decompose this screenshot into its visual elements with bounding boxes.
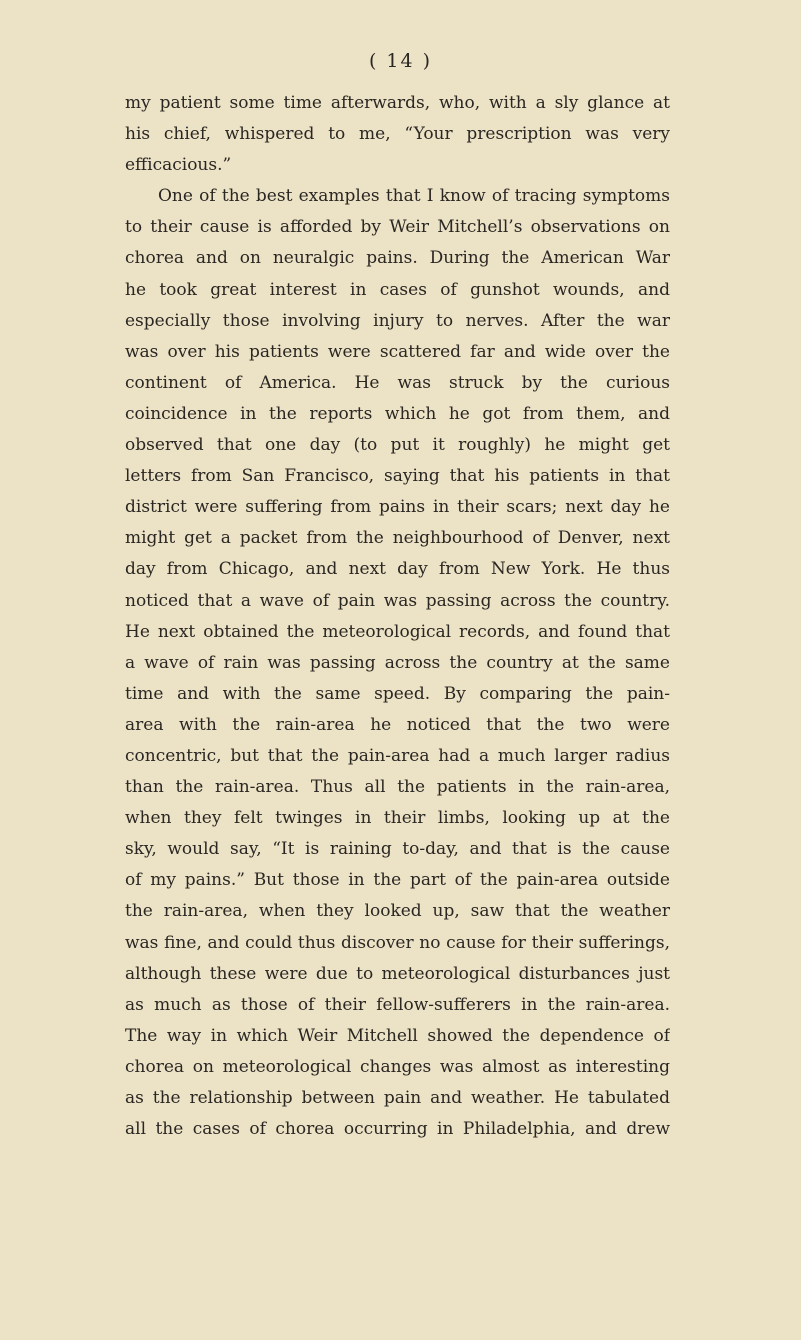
- text-line: letters from San Francisco, saying that his patients in that: [125, 466, 670, 487]
- text-line: a wave of rain was passing across the country at the same: [125, 652, 670, 673]
- text-line: observed that one day (to put it roughly) he might get: [125, 435, 670, 456]
- text-line: as much as those of their fellow-sufferers in the rain-area.: [125, 994, 670, 1015]
- text-line: his chief, whispered to me, “Your prescription was very: [125, 124, 670, 145]
- text-line: all the cases of chorea occurring in Philadelphia, and drew: [125, 1119, 670, 1140]
- text-line: when they felt twinges in their limbs, looking up at the: [125, 808, 670, 829]
- text-line: chorea on meteorological changes was almost as interesting: [125, 1056, 670, 1077]
- text-line: of my pains.” But those in the part of the pain-area outside: [125, 870, 670, 891]
- text-line: efficacious.”: [125, 155, 232, 176]
- text-line: district were suffering from pains in their scars; next day he: [125, 497, 670, 518]
- text-line: time and with the same speed. By comparing the pain-: [125, 683, 670, 704]
- body-text: [125, 88, 670, 1145]
- text-line: to their cause is afforded by Weir Mitchell’s observations on: [125, 217, 670, 238]
- text-line: was fine, and could thus discover no cause for their sufferings,: [125, 932, 670, 953]
- text-line: he took great interest in cases of gunshot wounds, and: [125, 279, 670, 300]
- text-line: was over his patients were scattered far and wide over the: [125, 341, 670, 362]
- text-line: although these were due to meteorological disturbances just: [125, 963, 670, 984]
- text-line: day from Chicago, and next day from New York. He thus: [125, 559, 670, 580]
- text-line: noticed that a wave of pain was passing across the country.: [125, 590, 670, 611]
- text-line: my patient some time afterwards, who, with a sly glance at: [125, 93, 670, 113]
- page-number: ( 14 ): [368, 50, 433, 72]
- text-line: chorea and on neuralgic pains. During the American War: [125, 248, 670, 269]
- text-line: area with the rain-area he noticed that the two were: [125, 714, 670, 735]
- text-line: concentric, but that the pain-area had a much larger radius: [125, 745, 670, 766]
- text-line: One of the best examples that I know of tracing symptoms: [158, 186, 670, 207]
- text-line: the rain-area, when they looked up, saw that the weather: [125, 901, 670, 922]
- text-line: as the relationship between pain and weather. He tabulated: [125, 1088, 670, 1108]
- text-line: The way in which Weir Mitchell showed the dependence of: [125, 1025, 670, 1046]
- text-line: than the rain-area. Thus all the patients in the rain-area,: [125, 777, 670, 798]
- text-line: might get a packet from the neighbourhood of Denver, next: [125, 528, 670, 549]
- text-line: continent of America. He was struck by the curious: [125, 372, 670, 393]
- text-line: coincidence in the reports which he got from them, and: [125, 403, 670, 424]
- text-line: sky, would say, “It is raining to-day, and that is the cause: [125, 839, 670, 860]
- text-line: especially those involving injury to nerves. After the war: [125, 310, 670, 331]
- text-line: He next obtained the meteorological records, and found that: [125, 621, 670, 642]
